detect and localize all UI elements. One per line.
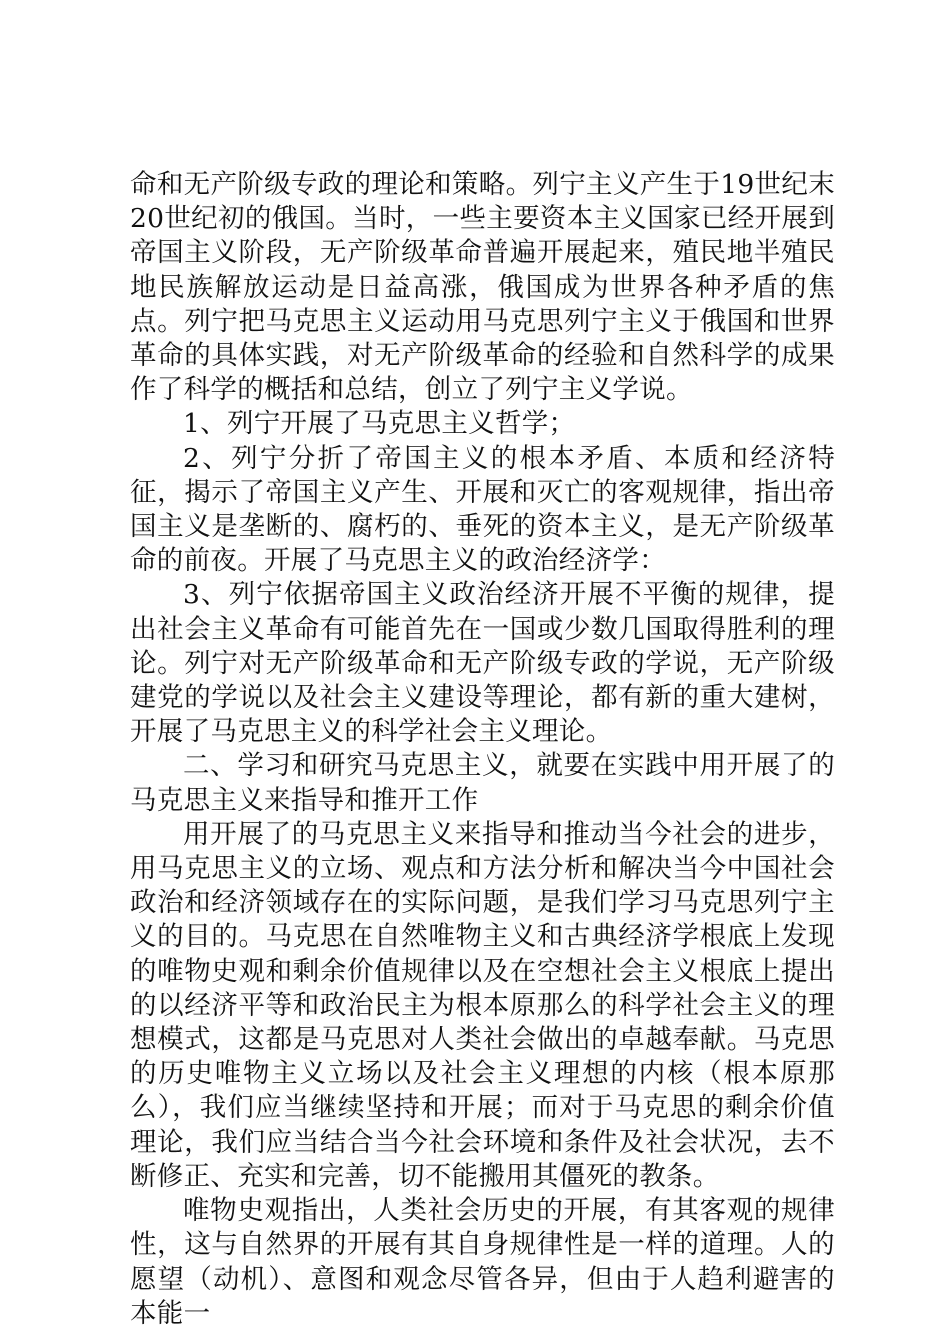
document-page — [130, 168, 835, 1331]
paragraph-body-2: 唯物史观指出，人类社会历史的开展，有其客观的规律性，这与自然界的开展有其自身规律性是一样的道理。人的愿望（动机）、意图和观念尽管各异，但由于人趋利避害的本能一 — [130, 1195, 835, 1329]
paragraph-intro: 命和无产阶级专政的理论和策略。列宁主义产生于19世纪末20世纪初的俄国。当时，一些主要资本主义国家已经开展到帝国主义阶段，无产阶级革命普遍开展起来，殖民地半殖民地民族解放运动是日益高涨，俄国成为世界各种矛盾的焦点。列宁把马克思主义运动用马克思列宁主义于俄国和世界革命的具体实践，对无产阶级革命的经验和自然科学的成果作了科学的概括和总结，创立了列宁主义学说。 — [130, 169, 835, 406]
section-heading-2: 二、学习和研究马克思主义，就要在实践中用开展了的马克思主义来指导和推开工作 — [130, 750, 835, 816]
paragraph-point-1: 1、列宁开展了马克思主义哲学； — [183, 408, 576, 440]
paragraph-point-3: 3、列宁依据帝国主义政治经济开展不平衡的规律，提出社会主义革命有可能首先在一国或少数几国取得胜利的理论。列宁对无产阶级革命和无产阶级专政的学说，无产阶级建党的学说以及社会主义建设等理论，都有新的重大建树，开展了马克思主义的科学社会主义理论。 — [130, 579, 835, 748]
paragraph-point-2: 2、列宁分折了帝国主义的根本矛盾、本质和经济特征，揭示了帝国主义产生、开展和灭亡的客观规律，指出帝国主义是垄断的、腐朽的、垂死的资本主义，是无产阶级革命的前夜。开展了马克思主义的政治经济学： — [130, 442, 835, 577]
paragraph-body-1: 用开展了的马克思主义来指导和推动当今社会的进步，用马克思主义的立场、观点和方法分析和解决当今中国社会政治和经济领域存在的实际问题，是我们学习马克思列宁主义的目的。马克思在自然唯物主义和古典经济学根底上发现的唯物史观和剩余价值规律以及在空想社会主义根底上提出的以经济平等和政治民主为根本原那么的科学社会主义的理想模式，这都是马克思对人类社会做出的卓越奉献。马克思的历史唯物主义立场以及社会主义理想的内核（根本原那么），我们应当继续坚持和开展；而对于马克思的剩余价值理论，我们应当结合当今社会环境和条件及社会状况，去不断修正、充实和完善，切不能搬用其僵死的教条。 — [130, 818, 835, 1192]
